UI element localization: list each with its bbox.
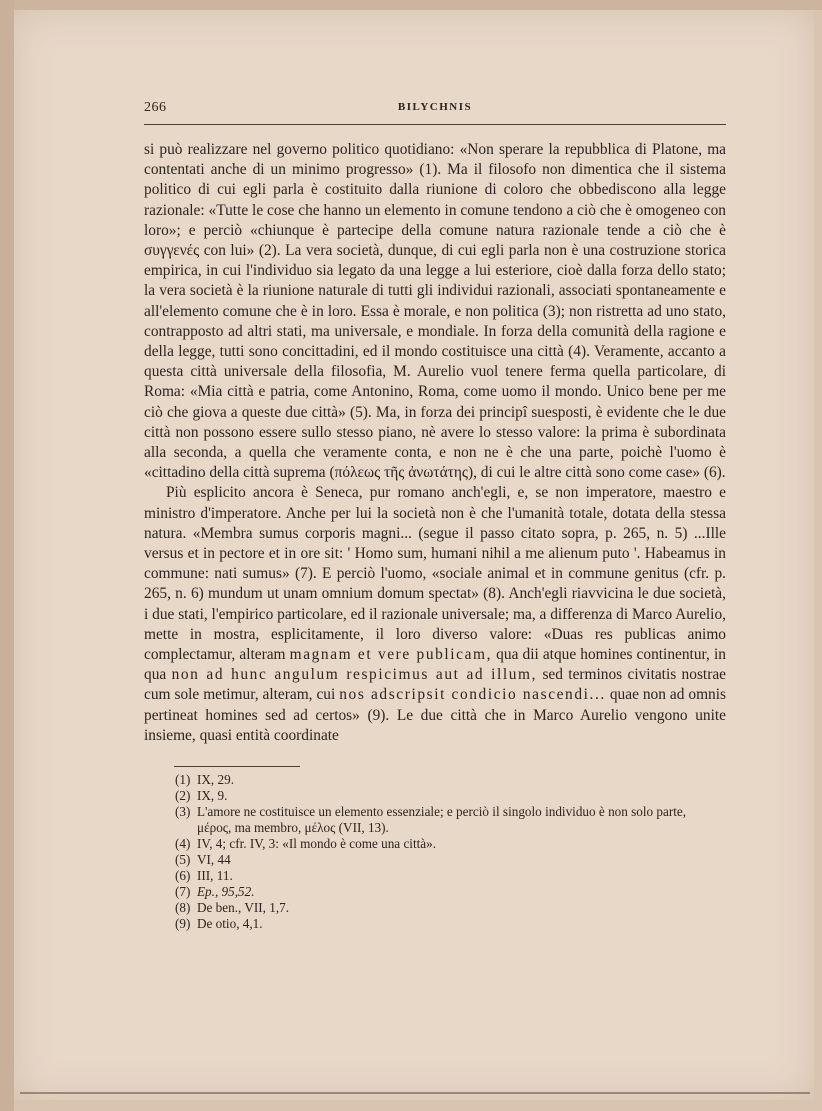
footnote-number: (6) [175,868,191,883]
paragraph-2-text-d: quae non ad omnis pertineat homines sed ad certos» (9). Le due città che in Marco Aurelio vengono unite insieme, quasi entità coordinate [144,686,726,744]
footnote-2 [155,788,720,804]
spaced-quote-3: nos adscripsit condicio nascendi... [339,686,606,704]
footnote-7 [155,884,720,900]
footnote-number: (8) [175,900,191,915]
footnote-9 [155,916,720,932]
footnote-8 [155,900,720,916]
footnote-text: De otio, 4,1. [197,916,263,931]
paragraph-2 [144,483,726,746]
footnote-text: VI, 44 [197,852,231,867]
footnote-text: Ep., 95,52. [197,884,255,899]
page-top-edge [0,0,822,10]
footnote-number: (2) [175,788,191,803]
header-rule [144,124,726,125]
footnote-text: IX, 9. [197,788,228,803]
running-head: BILYCHNIS [397,101,473,113]
page-left-edge [0,0,14,1111]
footnote-number: (7) [175,884,191,899]
paragraph-2-text-b: qua dii atque homines continentur, in qua [144,646,726,684]
footnote-6 [155,868,720,884]
footnote-text: III, 11. [197,868,233,883]
paragraph-1: si può realizzare nel governo politico quotidiano: «Non sperare la repubblica di Platone, ma contentati anche di un minimo progresso» (1). Ma il filosofo non dimentica che il sistema politico di cui egli parla è costituito dalla riunione di coloro che obbediscono alla legge razionale: «Tutte le cose che hanno un elemento in comune tendono a ciò che è omogeneo con loro»; e perciò «chiunque è partecipe della comune natura razionale tende a ciò che è συγγενές con lui» (2). La vera società, dunque, di cui egli parla non è una costruzione storica empirica, in cui l'individuo sia legato da una legge a lui esteriore, cioè dalla forza dello stato; la vera società è la riunione naturale di tutti gli individui razionali, associati spontaneamente e all'elemento comune che è in loro. Essa è morale, e non politica (3); non ristretta ad uno stato, contrapposto ad altri stati, ma universale, e mondiale. In forza della comunità della ragione e della legge, tutti sono concittadini, ed il mondo costituisce una città (4). Veramente, accanto a questa città universale della filosofia, M. Aurelio vuol tenere ferma quella particolare, di Roma: «Mia città e patria, come Antonino, Roma, come uomo il mondo. Unico bene per me ciò che giova a queste due città» (5). Ma, in forza dei principî suesposti, è evidente che le due città non possono essere sullo stesso piano, nè avere lo stesso valore: la prima è subordinata alla seconda, a quella che veramente conta, e non ne è che una parte, poichè l'uomo è «cittadino della città suprema (πόλεως τῆς ἀνωτάτης), di cui le altre città sono come case» (6). [144,141,726,482]
footnote-text: De ben., VII, 1,7. [197,900,290,915]
body-text [144,140,726,746]
footnote-5 [155,852,720,868]
footnote-number: (5) [175,852,191,867]
footnote-rule [174,766,300,767]
page-header [144,96,726,122]
footnote-text: IX, 29. [197,772,234,787]
footnote-text: IV, 4; cfr. IV, 3: «Il mondo è come una città». [197,836,437,851]
footnote-number: (1) [175,772,191,787]
bottom-edge-line [20,1092,810,1094]
footnote-1 [155,772,720,788]
footnote-4 [155,836,720,852]
spaced-quote-2: non ad hunc angulum respicimus aut ad illum, [171,666,538,684]
footnotes [155,772,720,932]
footnote-number: (4) [175,836,191,851]
footnote-number: (9) [175,916,191,931]
footnote-text: L'amore ne costituisce un elemento essenziale; e perciò il singolo individuo è non solo parte, μέρος, ma membro, μέλος (VII, 13). [197,804,687,835]
footnote-3 [155,804,720,836]
page-number: 266 [144,100,167,115]
spaced-quote-1: magnam et vere publicam, [289,646,493,664]
paragraph-2-text-c: sed terminos civitatis nostrae cum sole metimur, alteram, cui [144,666,726,704]
paragraph-2-text-a: Più esplicito ancora è Seneca, pur romano anch'egli, e, se non imperatore, maestro e ministro d'imperatore. Anche per lui la società non è che l'umanità totale, dotata della stessa natura. «Membra sumus corporis magni... (segue il passo citato sopra, p. 265, n. 5) ...Ille versus et in pectore et in ore sit: ' Homo sum, humani nihil a me alienum puto '. Habeamus in commune: nati sumus» (7). E perciò l'uomo, «sociale animal et in commune genitus (cfr. p. 265, n. 6) mundum ut unam omnium domum spectat» (8). Anch'egli riavvicina le due società, i due stati, l'empirico particolare, ed il razionale universale; ma, a differenza di Marco Aurelio, mette in mostra, esplicitamente, il loro diverso valore: «Duas res publicas animo complectamur, alteram [144,484,726,664]
footnote-number: (3) [175,804,191,819]
